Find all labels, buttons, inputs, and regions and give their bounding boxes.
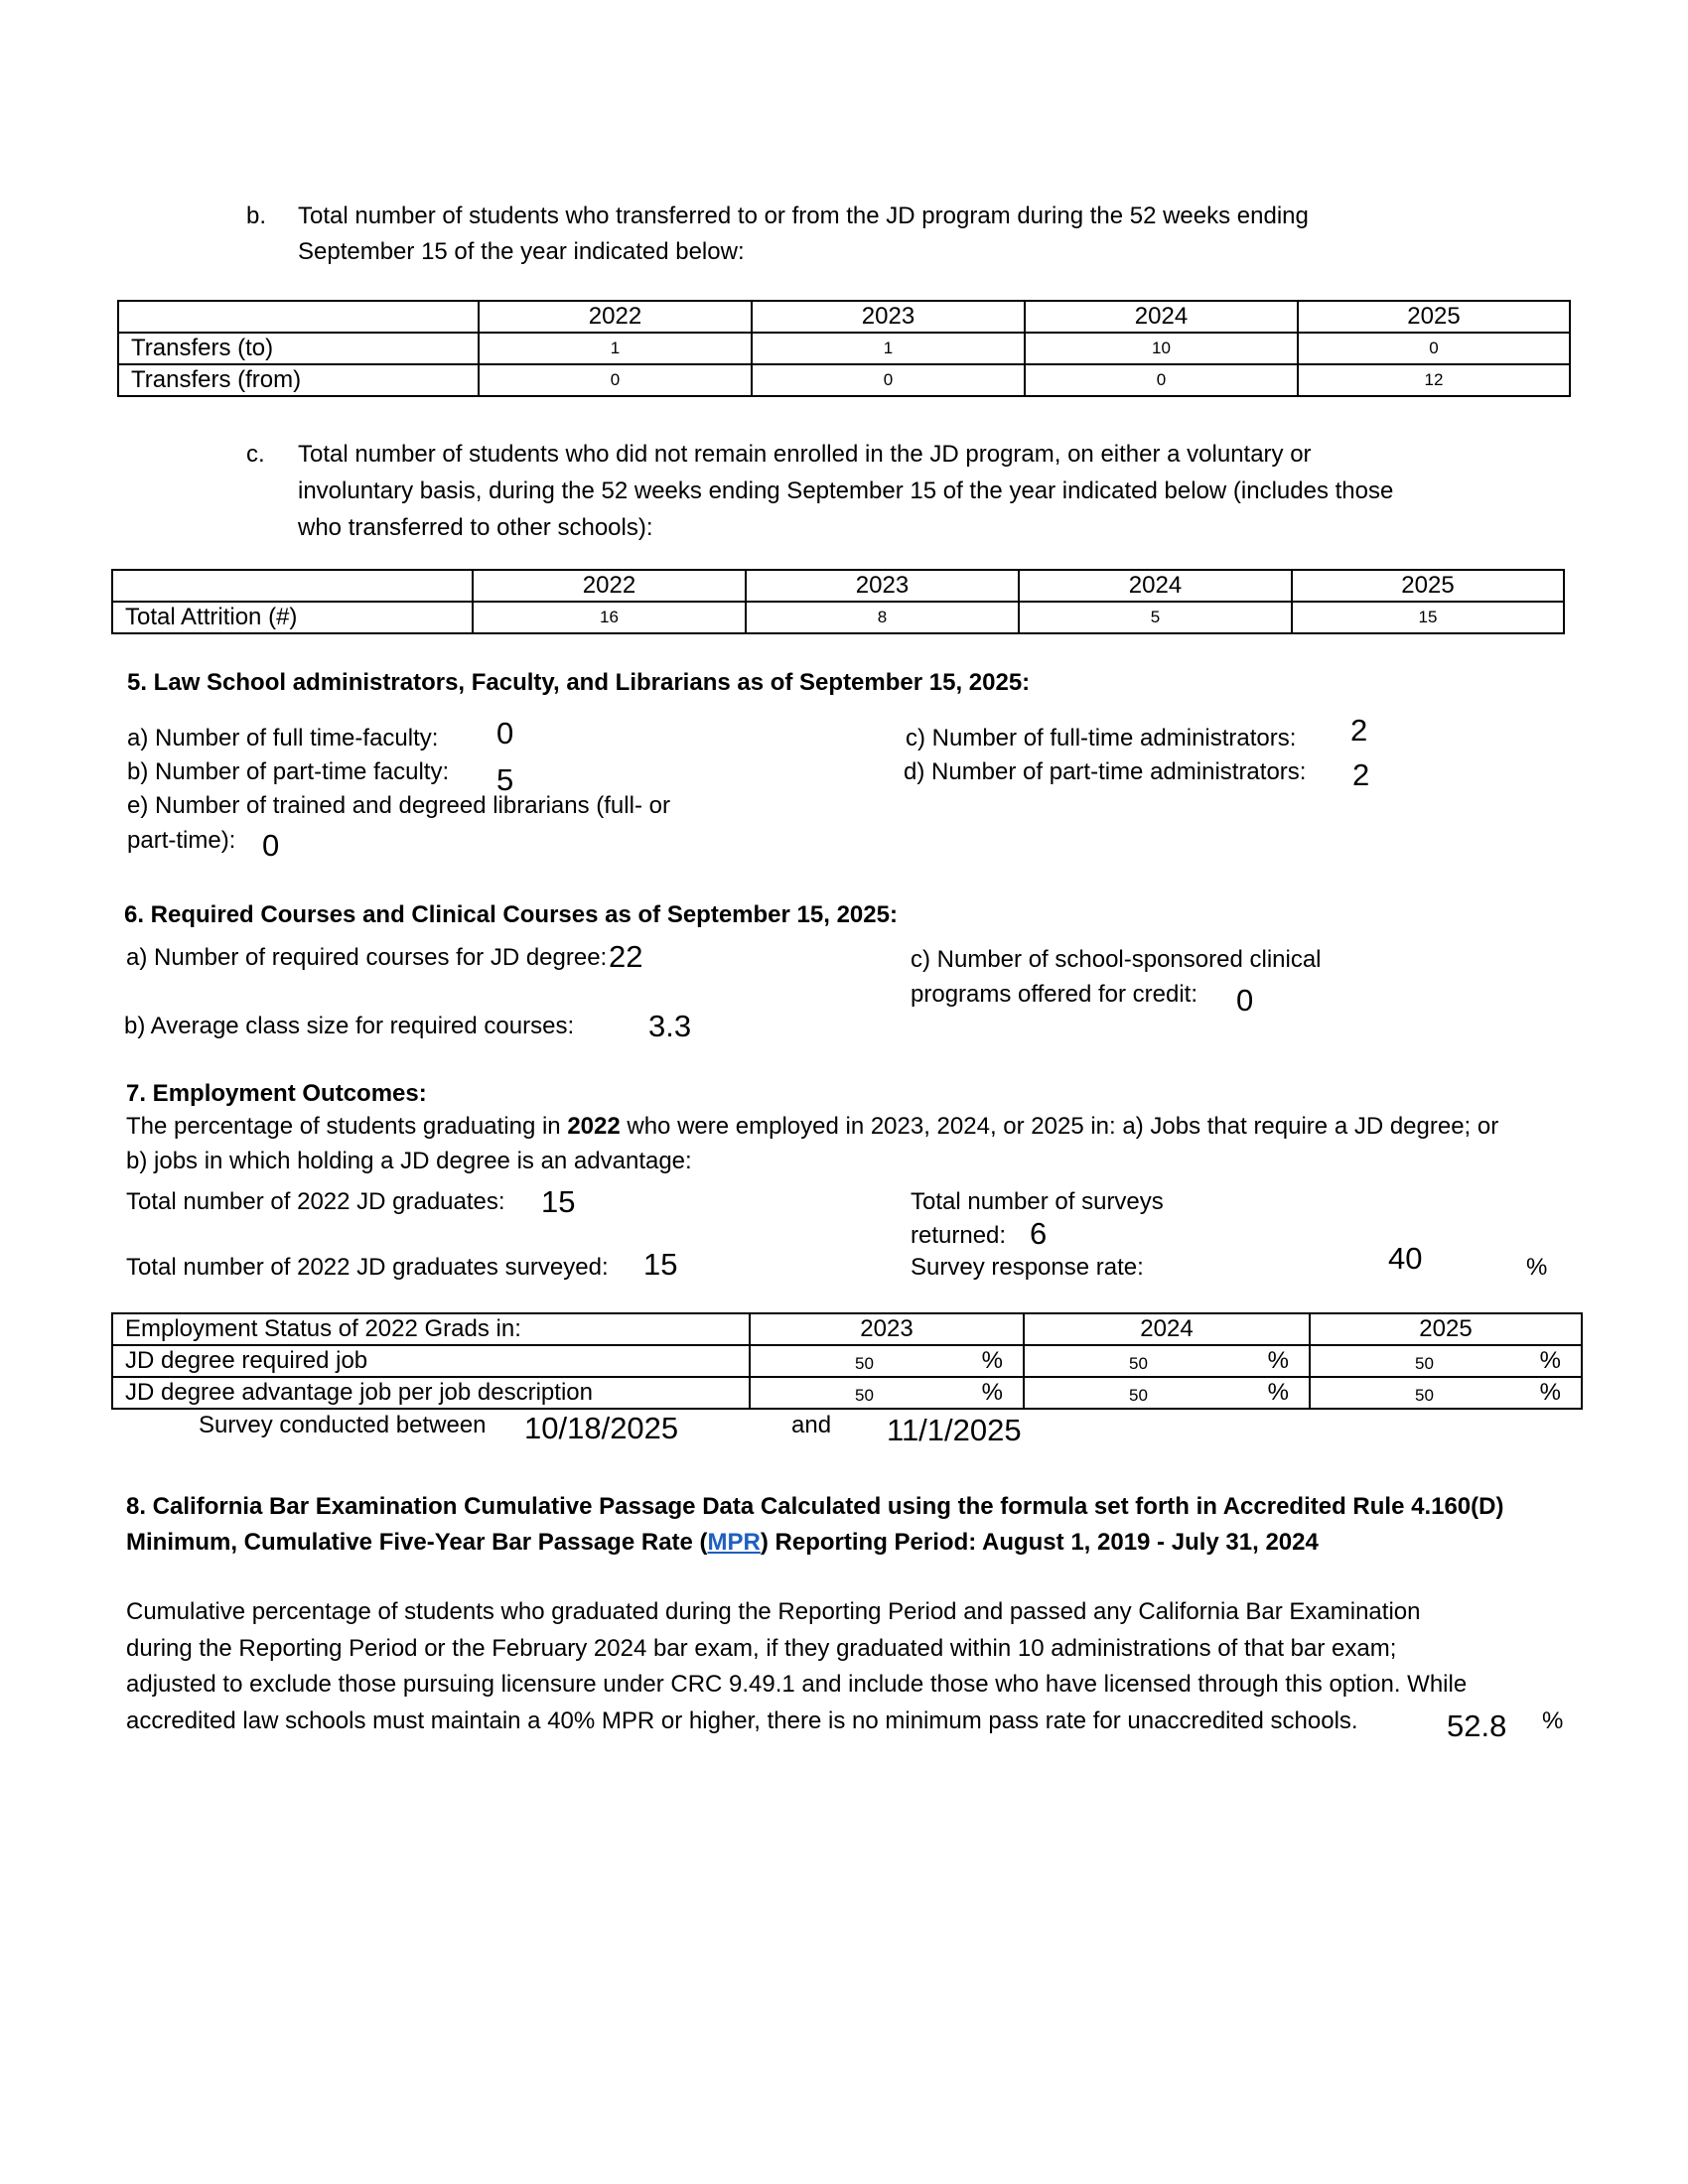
year-header: 2022 (473, 570, 746, 602)
part-time-faculty-value[interactable]: 5 (496, 762, 514, 797)
avg-class-size-label: b) Average class size for required courses: (124, 1013, 575, 1039)
jd-required-2025[interactable] (1310, 1345, 1582, 1377)
transfers-table (117, 300, 1571, 397)
year-header: 2022 (479, 301, 752, 333)
year-header: 2023 (746, 570, 1019, 602)
librarians-label-line1: e) Number of trained and degreed librarians (full- or (127, 792, 670, 819)
employment-header-row (112, 1313, 1582, 1345)
full-time-faculty-value[interactable]: 0 (496, 716, 514, 751)
bar-passage-para-line3: adjusted to exclude those pursuing licensure under CRC 9.49.1 and include those who have licensed through this option. While (126, 1671, 1468, 1698)
row-label: JD degree required job (112, 1345, 750, 1377)
section-6-heading: 6. Required Courses and Clinical Courses as of September 15, 2025: (124, 901, 898, 928)
employment-status-table (111, 1312, 1583, 1410)
year-header: 2024 (1025, 301, 1298, 333)
clinical-programs-label-line2: programs offered for credit: (911, 981, 1198, 1008)
transfers-from-value[interactable]: 0 (1025, 364, 1298, 396)
section-4c-text-line1: Total number of students who did not remain enrolled in the JD program, on either a voluntary or (298, 441, 1312, 468)
pct-value: 50 (855, 1354, 874, 1373)
attrition-value[interactable]: 16 (473, 602, 746, 633)
percent-sign: % (1267, 1347, 1289, 1374)
total-graduates-label: Total number of 2022 JD graduates: (126, 1188, 505, 1215)
employment-table-header: Employment Status of 2022 Grads in: (112, 1313, 750, 1345)
mpr-value[interactable]: 52.8 (1447, 1708, 1507, 1743)
attrition-value[interactable]: 5 (1019, 602, 1292, 633)
intro-text-post: who were employed in 2023, 2024, or 2025 in: a) Jobs that require a JD degree; or (620, 1113, 1499, 1140)
attrition-value[interactable]: 8 (746, 602, 1019, 633)
transfers-to-value[interactable]: 1 (752, 333, 1025, 364)
avg-class-size-value[interactable]: 3.3 (648, 1009, 692, 1043)
percent-sign: % (1267, 1379, 1289, 1406)
jd-advantage-2024[interactable] (1024, 1377, 1310, 1409)
table-row (112, 602, 1564, 633)
percent-sign: % (981, 1379, 1003, 1406)
intro-year: 2022 (567, 1113, 621, 1140)
pct-value: 50 (1415, 1386, 1434, 1405)
jd-required-2024[interactable] (1024, 1345, 1310, 1377)
graduates-surveyed-label: Total number of 2022 JD graduates surveyed: (126, 1254, 609, 1281)
row-label: Transfers (from) (118, 364, 479, 396)
section-8-heading-line2 (126, 1525, 1319, 1561)
year-header: 2023 (752, 301, 1025, 333)
survey-and-label: and (791, 1412, 832, 1438)
response-rate-label: Survey response rate: (911, 1254, 1144, 1281)
heading-text-pre: Minimum, Cumulative Five-Year Bar Passage Rate ( (126, 1529, 708, 1556)
row-label: JD degree advantage job per job description (112, 1377, 750, 1409)
clinical-programs-label-line1: c) Number of school-sponsored clinical (911, 946, 1322, 973)
transfers-from-value[interactable]: 12 (1298, 364, 1570, 396)
part-time-admins-label: d) Number of part-time administrators: (904, 758, 1307, 785)
year-header: 2023 (750, 1313, 1024, 1345)
header-blank-cell (112, 570, 473, 602)
response-rate-percent: % (1526, 1254, 1548, 1281)
total-graduates-value[interactable]: 15 (541, 1184, 576, 1219)
surveys-returned-label-line2: returned: (911, 1222, 1007, 1249)
survey-start-date[interactable]: 10/18/2025 (524, 1411, 679, 1445)
heading-text-post: ) Reporting Period: August 1, 2019 - July 31, 2024 (760, 1529, 1319, 1556)
pct-value: 50 (1129, 1354, 1148, 1373)
jd-required-2023[interactable] (750, 1345, 1024, 1377)
row-label: Transfers (to) (118, 333, 479, 364)
full-time-admins-label: c) Number of full-time administrators: (906, 725, 1297, 751)
survey-end-date[interactable]: 11/1/2025 (887, 1413, 1022, 1447)
required-courses-label: a) Number of required courses for JD degree: (126, 944, 608, 971)
year-header: 2024 (1024, 1313, 1310, 1345)
transfers-to-value[interactable]: 1 (479, 333, 752, 364)
librarians-value[interactable]: 0 (262, 828, 280, 863)
section-4c-text-line2: involuntary basis, during the 52 weeks ending September 15 of the year indicated below (includes those (298, 478, 1394, 504)
mpr-link[interactable]: MPR (707, 1529, 761, 1556)
section-5-heading: 5. Law School administrators, Faculty, and Librarians as of September 15, 2025: (127, 669, 1031, 696)
header-blank-cell (118, 301, 479, 333)
pct-value: 50 (1129, 1386, 1148, 1405)
transfers-from-value[interactable]: 0 (752, 364, 1025, 396)
year-header: 2024 (1019, 570, 1292, 602)
jd-advantage-2025[interactable] (1310, 1377, 1582, 1409)
section-4c-text-line3: who transferred to other schools): (298, 514, 653, 541)
transfers-to-value[interactable]: 10 (1025, 333, 1298, 364)
required-courses-value[interactable]: 22 (609, 939, 643, 974)
surveys-returned-label-line1: Total number of surveys (911, 1188, 1164, 1215)
table-row (118, 364, 1570, 396)
survey-conducted-label: Survey conducted between (199, 1412, 487, 1438)
surveys-returned-value[interactable]: 6 (1030, 1216, 1048, 1251)
year-header: 2025 (1292, 570, 1564, 602)
employment-intro-line2: b) jobs in which holding a JD degree is an advantage: (126, 1148, 692, 1174)
clinical-programs-value[interactable]: 0 (1236, 983, 1254, 1018)
year-header: 2025 (1298, 301, 1570, 333)
bar-passage-para-line2: during the Reporting Period or the February 2024 bar exam, if they graduated within 10 administrations of that bar exam; (126, 1635, 1397, 1662)
section-4b-text-line2: September 15 of the year indicated below: (298, 238, 745, 265)
row-label: Total Attrition (#) (112, 602, 473, 633)
section-4b-marker: b. (246, 203, 267, 229)
bar-passage-para-line4: accredited law schools must maintain a 40% MPR or higher, there is no minimum pass rate for unaccredited schools. (126, 1707, 1358, 1734)
pct-value: 50 (1415, 1354, 1434, 1373)
librarians-label-line2: part-time): (127, 827, 236, 854)
graduates-surveyed-value[interactable]: 15 (643, 1247, 678, 1282)
employment-intro-line1 (126, 1109, 1498, 1145)
transfers-to-value[interactable]: 0 (1298, 333, 1570, 364)
bar-passage-para-line1: Cumulative percentage of students who graduated during the Reporting Period and passed any California Bar Examination (126, 1598, 1421, 1625)
attrition-header-row (112, 570, 1564, 602)
full-time-faculty-label: a) Number of full time-faculty: (127, 725, 439, 751)
mpr-percent: % (1542, 1707, 1564, 1734)
response-rate-value[interactable]: 40 (1388, 1241, 1423, 1276)
full-time-admins-value[interactable]: 2 (1350, 713, 1368, 748)
percent-sign: % (1539, 1379, 1561, 1406)
section-4b-text-line1: Total number of students who transferred to or from the JD program during the 52 weeks ending (298, 203, 1309, 229)
year-header: 2025 (1310, 1313, 1582, 1345)
table-row (112, 1377, 1582, 1409)
attrition-table (111, 569, 1565, 634)
percent-sign: % (981, 1347, 1003, 1374)
section-8-heading-line1: 8. California Bar Examination Cumulative Passage Data Calculated using the formula set forth in Accredited Rule 4.160(D) (126, 1493, 1504, 1520)
attrition-value[interactable]: 15 (1292, 602, 1564, 633)
table-row (118, 333, 1570, 364)
part-time-admins-value[interactable]: 2 (1352, 757, 1370, 792)
table-row (112, 1345, 1582, 1377)
transfers-header-row (118, 301, 1570, 333)
section-4c-marker: c. (246, 441, 265, 468)
intro-text-pre: The percentage of students graduating in (126, 1113, 568, 1140)
percent-sign: % (1539, 1347, 1561, 1374)
jd-advantage-2023[interactable] (750, 1377, 1024, 1409)
transfers-from-value[interactable]: 0 (479, 364, 752, 396)
pct-value: 50 (855, 1386, 874, 1405)
part-time-faculty-label: b) Number of part-time faculty: (127, 758, 450, 785)
section-7-heading: 7. Employment Outcomes: (126, 1080, 427, 1107)
